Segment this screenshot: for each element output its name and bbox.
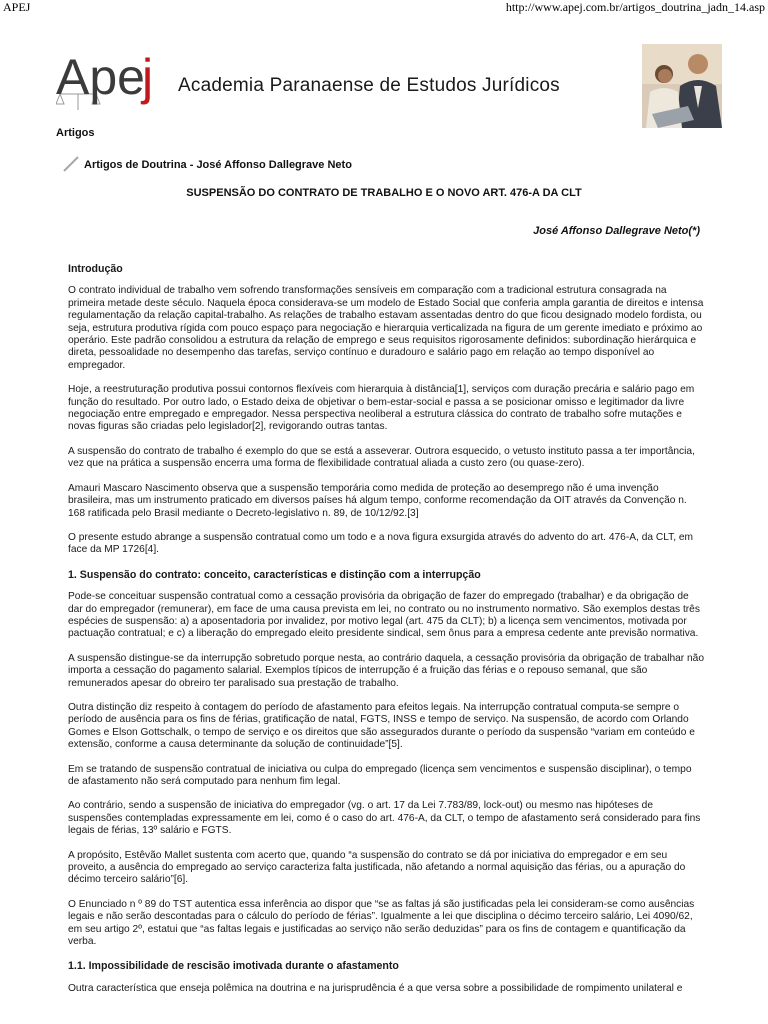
- svg-text:Ape: Ape: [56, 50, 145, 105]
- breadcrumb: Artigos de Doutrina - José Affonso Dallegrave Neto: [84, 159, 352, 171]
- article-paragraph: O contrato individual de trabalho vem sofrendo transformações sensíveis em comparação com a tradicional estrutura consagrada na primeira metade deste século. Naquela época considerava-se um modelo de Estado Social que conferia ampla garantia de direitos e intensa regulamentação da relação capital-trabalho. As relações de trabalho estavam assentadas dentro do que ficou designado modelo fordista, ou seja, estrutura produtiva rígida com pouco espaço para negociação e hierarquia verticalizada na figura de um gerente imediato e próximo ao operário. Este padrão consolidou a estrutura da relação de emprego e seus requisitos rigorosamente definidos: subordinação hierárquica e direta, pessoalidade no desempenho das tarefas, serviço contínuo e duradouro e salário pago em relação ao tempo disponível ao empregador.: [68, 285, 704, 371]
- print-header: [0, 0, 768, 14]
- print-header-url: http://www.apej.com.br/artigos_doutrina_jadn_14.asp: [505, 0, 765, 14]
- article-paragraph: O presente estudo abrange a suspensão contratual como um todo e a nova figura exsurgida através do advento do art. 476-A, da CLT, em face da MP 1726[4].: [68, 531, 694, 556]
- site-title: Academia Paranaense de Estudos Jurídicos: [178, 75, 560, 96]
- section-heading: 1. Suspensão do contrato: conceito, características e distinção com a interrupção: [68, 568, 481, 581]
- svg-text:j: j: [142, 50, 154, 105]
- slash-divider-icon: [62, 155, 80, 173]
- article-paragraph: Outra distinção diz respeito à contagem do período de afastamento para efeitos legais. Na interrupção contratual computa-se sempre o período de ausência para os fins de férias, gratificação de natal, FGTS, INSS e tempo de serviço. Na suspensão, de acordo com Orlando Gomes e Elson Gottschalk, o tempo de serviço e os direitos que são assegurados durante o período da suspensão “variam em conteúdo e extensão, conforme a causa determinante da solução de continuidade”[5].: [68, 701, 695, 751]
- article-paragraph: Hoje, a reestruturação produtiva possui contornos flexíveis com hierarquia à distância[1], serviços com duração precária e salário pago em função do resultado. Por outro lado, o Estado deixa de objetivar o bem-estar-social e passa a se posicionar omisso e legitimador da livre negociação entre empregado e empregador. Nessa perspectiva neoliberal a estrutura clássica do contrato de trabalho sofre mutações e novas figuras são criadas pelo legislador[2], revigorando outras tantas.: [68, 384, 695, 433]
- article-paragraph: Amauri Mascaro Nascimento observa que a suspensão temporária como medida de proteção ao desemprego não é uma invenção brasileira, mas um instrumento praticado em diversos países há algum tempo, conforme recomendação da OIT através da Convenção n. 168 ratificada pelo Brasil mediante o Decreto-legislativo n. 89, de 10/12/92.[3]: [68, 482, 687, 519]
- article-paragraph: A suspensão distingue-se da interrupção sobretudo porque nesta, ao contrário daquela, a cessação provisória da obrigação de trabalhar não importa a cessação do pagamento salarial. Exemplos típicos de interrupção é a fruição das férias e o repouso semanal, que são remunerados apesar do obreiro ter paralisado sua prestação de trabalho.: [68, 652, 705, 689]
- article-paragraph: O Enunciado n º 89 do TST autentica essa inferência ao dispor que “se as faltas já são justificadas pela lei consideram-se como ausências legais e não serão descontadas para o cálculo do período de férias”. Igualmente a lei que disciplina o décimo terceiro salário, Lei 4090/62, em seu artigo 2º, estatui que “as faltas legais e justificadas ao serviço não serão deduzidas” para os fins de contagem e quantificação da verba.: [68, 898, 695, 948]
- article-title: SUSPENSÃO DO CONTRATO DE TRABALHO E O NOVO ART. 476-A DA CLT: [186, 187, 582, 199]
- article-paragraph: Outra característica que enseja polêmica na doutrina e na jurisprudência é a que versa sobre a possibilidade de rompimento unilateral e: [68, 982, 683, 994]
- article-paragraph: Ao contrário, sendo a suspensão de iniciativa do empregador (vg. o art. 17 da Lei 7.783/89, lock-out) ou mesmo nas hipóteses de suspensões contempladas expressamente em lei, como é o caso do art. 476-A, da CLT, o tempo de afastamento será considerado para fins legais de férias, 13º salário e FGTS.: [68, 800, 701, 837]
- article-paragraph: Pode-se conceituar suspensão contratual como a cessação provisória da obrigação de fazer do empregado (trabalhar) e da obrigação de dar do empregador (remunerar), em face de uma causa prevista em lei, no contrato ou no instrumento normativo. São exemplos destas três espécies de suspensão: a) a aposentadoria por invalidez, por motivo legal (art. 475 da CLT); b) a licença sem vencimentos, motivada por pactuação contratual; e c) a liberação do empregado eleito presidente sindical, sem ônus para a empresa cedente ante previsão normativa.: [68, 591, 700, 640]
- apej-logo[interactable]: [56, 50, 166, 114]
- article-body: [68, 263, 704, 1007]
- section-heading: Introdução: [68, 263, 123, 275]
- article-author: José Affonso Dallegrave Neto(*): [533, 225, 700, 237]
- site-banner: [56, 48, 726, 130]
- section-heading: 1.1. Impossibilidade de rescisão imotivada durante o afastamento: [68, 960, 399, 973]
- article-paragraph: A propósito, Estêvão Mallet sustenta com acerto que, quando “a suspensão do contrato se dá por iniciativa do empregador e em seu proveito, a ausência do empregado ao serviço caracteriza falta justificada, não afetando a normal aquisição das férias, ou a apuração do décimo terceiro salário”[6].: [68, 849, 686, 886]
- nav-artigos-link[interactable]: Artigos: [56, 127, 95, 139]
- article-paragraph: A suspensão do contrato de trabalho é exemplo do que se está a asseverar. Outrora esquecido, o vetusto instituto passa a ter importância, vez que na prática a suspensão encerra uma forma de flexibilidade contratual aliada a custo zero (ou quase-zero).: [68, 445, 695, 470]
- business-people-photo: [642, 44, 722, 128]
- article-paragraph: Em se tratando de suspensão contratual de iniciativa ou culpa do empregado (licença sem vencimentos e suspensão disciplinar), o tempo de afastamento não será computado para nenhum fim legal.: [68, 763, 692, 787]
- print-header-title: APEJ: [3, 0, 31, 14]
